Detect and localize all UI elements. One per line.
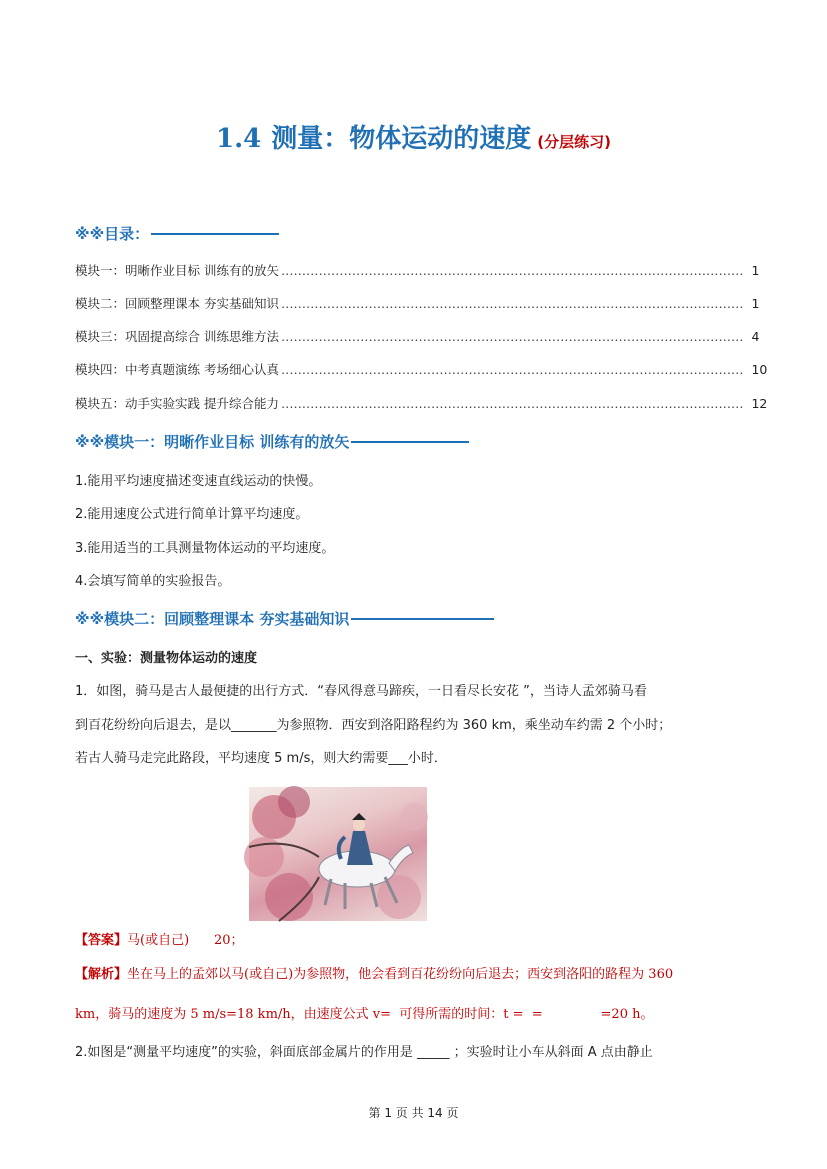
question-2-line-1: 2.如图是“测量平均速度”的实验，斜面底部金属片的作用是 _____ ；实验时让小车从斜面 A 点由静止: [75, 1045, 653, 1060]
toc-heading-rule: [151, 233, 279, 235]
toc-leader: …………………………………………………………………………………………………: [280, 395, 744, 411]
analysis-line-1: [75, 963, 673, 982]
goal-3: 3.能用适当的工具测量物体运动的平均速度。: [75, 541, 335, 556]
answer-text: 马(或自己) 20；: [127, 933, 244, 948]
toc-leader: …………………………………………………………………………………………………: [280, 262, 744, 278]
answer-line: [75, 929, 244, 948]
module2-heading-rule: [351, 618, 494, 620]
toc-item-label: 模块五：动手实验实践 提升综合能力: [75, 396, 279, 411]
analysis-tag: 【解析】: [75, 967, 128, 982]
page-footer: 第 1 页 共 14 页: [368, 1106, 459, 1120]
toc-leader: …………………………………………………………………………………………………: [280, 361, 744, 377]
toc-item-label: 模块三：巩固提高综合 训练思维方法: [75, 329, 279, 344]
question-1-line-3: 若古人骑马走完此路段，平均速度 5 m/s，则大约需要___小时．: [75, 751, 447, 766]
toc-item-label: 模块四：中考真题演练 考场细心认真: [75, 362, 279, 377]
toc-item-3[interactable]: [75, 327, 760, 345]
toc-item-page: 1: [751, 262, 760, 278]
horse-rider-illustration: [249, 787, 427, 921]
title-sub: (分层练习): [537, 133, 611, 151]
module1-heading-rule: [351, 441, 469, 443]
toc-item-page: 4: [751, 328, 760, 344]
module2-heading: [75, 608, 494, 629]
title-main: 测量：物体运动的速度: [271, 124, 532, 154]
toc-leader: …………………………………………………………………………………………………: [280, 328, 744, 344]
analysis-line-2: km，骑马的速度为 5 m/s=18 km/h，由速度公式 v= 可得所需的时间：t = = =20 h。: [75, 1007, 654, 1022]
toc-heading: [75, 223, 279, 244]
goal-4: 4.会填写简单的实验报告。: [75, 574, 231, 589]
toc-item-page: 1: [751, 295, 760, 311]
toc-item-label: 模块一：明晰作业目标 训练有的放矢: [75, 263, 279, 278]
horse-rider-painting: [249, 787, 427, 921]
toc-item-page: 12: [751, 395, 768, 411]
toc-heading-text: ※※目录：: [75, 225, 150, 243]
page-title: [0, 118, 827, 155]
toc-item-label: 模块二：回顾整理课本 夯实基础知识: [75, 296, 279, 311]
section-title: 一、实验：测量物体运动的速度: [75, 651, 258, 666]
toc-item-page: 10: [751, 361, 768, 377]
title-number: 1.4: [216, 124, 262, 154]
question-1-line-2: 到百花纷纷向后退去，是以_______为参照物．西安到洛阳路程约为 360 km，乘坐动车约需 2 个小时；: [75, 718, 672, 733]
toc-item-4[interactable]: [75, 360, 768, 378]
module1-heading: [75, 431, 469, 452]
module1-heading-text: ※※模块一：明晰作业目标 训练有的放矢: [75, 433, 350, 451]
toc-item-1[interactable]: [75, 261, 760, 279]
toc-leader: …………………………………………………………………………………………………: [280, 295, 744, 311]
goal-2: 2.能用速度公式进行简单计算平均速度。: [75, 507, 309, 522]
toc-item-5[interactable]: [75, 394, 768, 412]
analysis-text-1: 坐在马上的孟郊以马(或自己)为参照物，他会看到百花纷纷向后退去；西安到洛阳的路程为 360: [127, 967, 674, 982]
goal-1: 1.能用平均速度描述变速直线运动的快慢。: [75, 474, 322, 489]
toc-item-2[interactable]: [75, 294, 760, 312]
answer-tag: 【答案】: [75, 933, 128, 948]
question-1-line-1: 1．如图，骑马是古人最便捷的出行方式．“春风得意马蹄疾，一日看尽长安花 ”，当诗人孟郊骑马看: [75, 684, 647, 699]
module2-heading-text: ※※模块二：回顾整理课本 夯实基础知识: [75, 610, 350, 628]
